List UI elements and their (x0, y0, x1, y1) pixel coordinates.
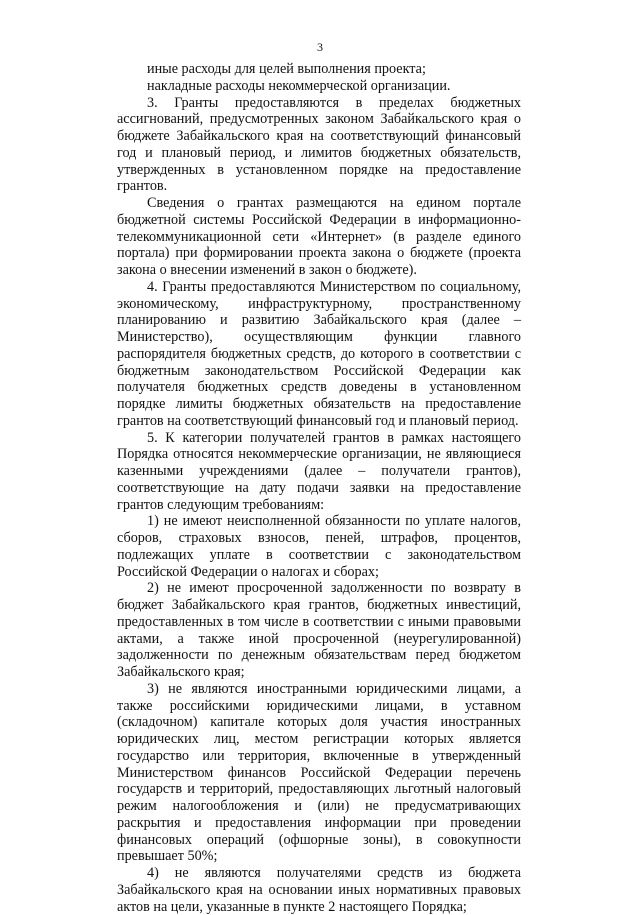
paragraph-requirement-2: 2) не имеют просроченной задолженности по возврату в бюджет Забайкальского края грантов, бюджетных инвестиций, предоставленных в том числе в соответствии с иными правовыми актами, а также иной просроченной (неурегулированной) задолженности по денежным обязательствам перед бюджетом Забайкальского края; (117, 580, 521, 680)
paragraph-clause-5: 5. К категории получателей грантов в рамках настоящего Порядка относятся некоммерческие организации, не являющиеся казенными учреждениями (далее – получатели грантов), соответствующие на дату подачи заявки на предоставление грантов следующим требованиям: (117, 429, 521, 513)
paragraph-requirement-4: 4) не являются получателями средств из бюджета Забайкальского края на основании иных нормативных правовых актов на цели, указанные в пункте 2 настоящего Порядка; (117, 865, 521, 915)
paragraph-other-expenses: иные расходы для целей выполнения проекта; (147, 61, 426, 77)
document-body (117, 61, 521, 915)
paragraph-requirement-1: 1) не имеют неисполненной обязанности по уплате налогов, сборов, страховых взносов, пеней, штрафов, процентов, подлежащих уплате в соответствии с законодательством Российской Федерации о налогах и сборах; (117, 513, 521, 580)
page-number: 3 (317, 40, 323, 54)
paragraph-grants-info: Сведения о грантах размещаются на едином портале бюджетной системы Российской Федерации в информационно-телекоммуникационной сети «Интернет» (в разделе единого портала) при формировании проекта закона о бюджете (проекта закона о внесении изменений в закон о бюджете). (117, 195, 521, 278)
paragraph-overhead-expenses: накладные расходы некоммерческой организации. (147, 77, 451, 94)
paragraph-clause-3: 3. Гранты предоставляются в пределах бюджетных ассигнований, предусмотренных законом Забайкальского края о бюджете Забайкальского края на соответствующий финансовый год и плановый период, и лимитов бюджетных обязательств, утвержденных в установленном порядке на предоставление грантов. (117, 94, 521, 195)
paragraph-requirement-3: 3) не являются иностранными юридическими лицами, а также российскими юридическими лицами, в уставном (складочном) капитале которых доля участия иностранных юридических лиц, местом регистрации которых является государство или территория, включенные в утвержденный Министерством финансов Российской Федерации перечень государств и территорий, предоставляющих льготный налоговый режим налогообложения и (или) не предусматривающих раскрытия и предоставления информации при проведении финансовых операций (офшорные зоны), в совокупности превышает 50%; (117, 680, 521, 865)
paragraph-clause-4: 4. Гранты предоставляются Министерством по социальному, экономическому, инфраструктурному, пространственному планированию и развитию Забайкальского края (далее – Министерство), осуществляющим функции главного распорядителя бюджетных средств, до которого в соответствии с бюджетным законодательством Российской Федерации как получателя бюджетных средств доведены в установленном порядке лимиты бюджетных обязательств на предоставление грантов на соответствующий финансовый год и плановый период. (117, 278, 521, 429)
